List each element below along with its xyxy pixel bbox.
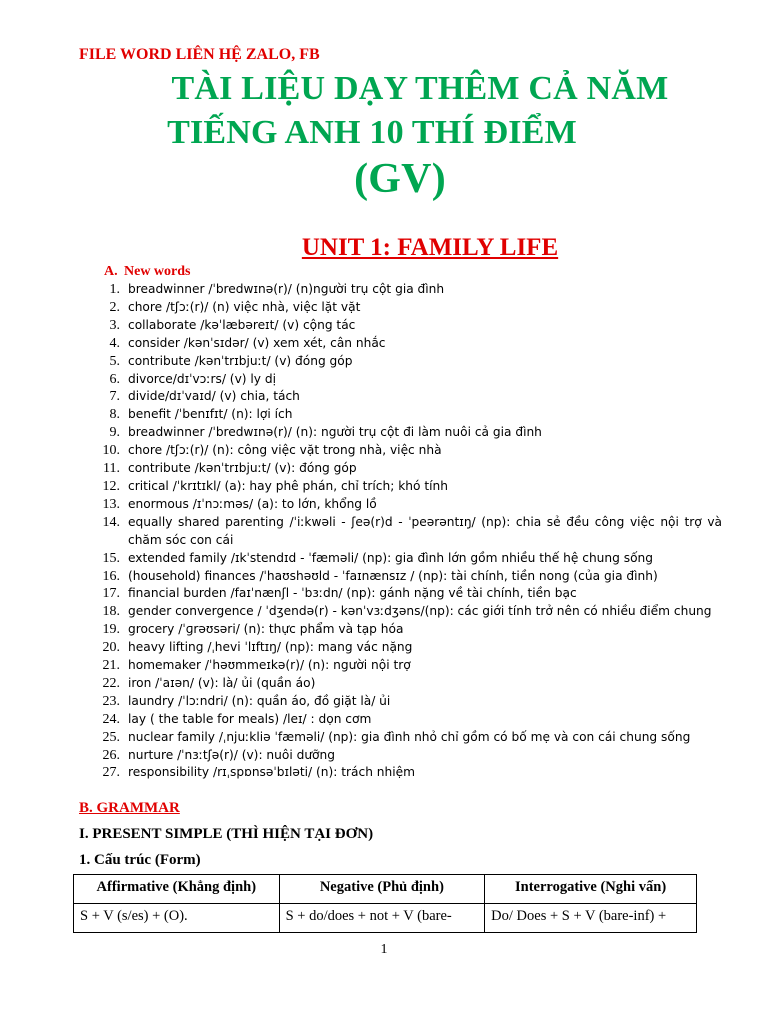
list-item-text: iron /ˈaɪən/ (v): là/ ủi (quần áo) (128, 675, 316, 690)
list-item-number: 2. (109, 299, 120, 315)
list-item-number: 15. (102, 550, 120, 566)
list-item-number: 6. (109, 371, 120, 387)
negative-cell: S + do/does + not + V (bare- (279, 904, 485, 933)
list-item (90, 353, 722, 371)
title-line-3: (GV) (354, 156, 446, 202)
list-item (90, 621, 722, 639)
title-line-2: TIẾNG ANH 10 THÍ ĐIỂM (167, 114, 577, 151)
list-item (90, 406, 722, 424)
list-item (90, 747, 722, 765)
list-item-text: breadwinner /ˈbredwɪnə(r)/ (n)người trụ cột gia đình (128, 282, 445, 296)
table-row (74, 904, 697, 933)
list-item-number: 23. (102, 693, 120, 709)
list-item (90, 657, 722, 675)
list-item-text: (household) finances /ˈhaʊshəʊld - ˈfaɪnænsɪz / (np): tài chính, tiền nong (của gia đình) (128, 568, 658, 583)
list-item (90, 603, 722, 621)
list-item-number: 10. (102, 443, 120, 459)
list-item-number: 17. (102, 586, 120, 602)
list-item-number: 18. (102, 604, 120, 620)
list-item-number: 14. (102, 514, 120, 530)
list-item-number: 21. (102, 658, 120, 674)
list-item-number: 9. (109, 425, 120, 441)
list-item-number: 3. (109, 317, 120, 333)
list-item (90, 693, 722, 711)
list-item-number: 5. (109, 353, 120, 369)
list-item (90, 442, 722, 460)
section-b-heading: B. GRAMMAR (79, 800, 180, 816)
affirmative-header: Affirmative (Khẳng định) (74, 875, 280, 904)
title-line-1: TÀI LIỆU DẠY THÊM CẢ NĂM (171, 70, 669, 107)
list-item (90, 281, 722, 299)
section-a-title: New words (124, 264, 191, 279)
list-item-text: critical /ˈkrɪtɪkl/ (a): hay phê phán, chỉ trích; khó tính (128, 478, 448, 493)
list-item (90, 585, 722, 603)
list-item-number: 27. (102, 765, 120, 781)
list-item-text: grocery /ˈɡrəʊsəri/ (n): thực phẩm và tạp hóa (128, 622, 404, 637)
contact-note: FILE WORD LIÊN HỆ ZALO, FB (79, 46, 320, 63)
unit-title: UNIT 1: FAMILY LIFE (301, 234, 559, 261)
list-item (90, 317, 722, 335)
list-item-text: homemaker /ˈhəʊmmeɪkə(r)/ (n): người nội trợ (128, 658, 411, 673)
list-item-text: benefit /ˈbenɪfɪt/ (n): lợi ích (128, 407, 293, 422)
section-a-label: A. (104, 264, 118, 279)
list-item-number: 7. (109, 389, 120, 405)
table-header-row (74, 875, 697, 904)
list-item-text: laundry /ˈlɔːndri/ (n): quần áo, đồ giặt là/ ủi (128, 693, 391, 708)
interrogative-cell: Do/ Does + S + V (bare-inf) + (485, 904, 697, 933)
list-item (90, 478, 722, 496)
list-item-number: 12. (102, 478, 120, 494)
list-item-number: 1. (109, 282, 120, 297)
affirmative-cell: S + V (s/es) + (O). (74, 904, 280, 933)
vocabulary-list (90, 281, 722, 782)
negative-header: Negative (Phủ định) (279, 875, 485, 904)
list-item-text: equally shared parenting /ˈiːkwəli - ʃeə(r)d - ˈpeərəntɪŋ/ (np): chia sẻ đều công việc nội trợ và chăm sóc con cái (128, 514, 722, 547)
list-item-text: nuclear family /ˌnjuːkliə ˈfæməli/ (np): gia đình nhỏ chỉ gồm có bố mẹ và con cái chung sống (128, 729, 691, 744)
list-item (90, 568, 722, 586)
list-item (90, 299, 722, 317)
list-item-text: collaborate /kəˈlæbəreɪt/ (v) cộng tác (128, 317, 356, 332)
list-item (90, 764, 722, 782)
list-item (90, 675, 722, 693)
list-item (90, 460, 722, 478)
list-item-number: 13. (102, 496, 120, 512)
list-item (90, 711, 722, 729)
list-item (90, 514, 722, 550)
section-a-heading (104, 264, 191, 280)
present-simple-heading: I. PRESENT SIMPLE (THÌ HIỆN TẠI ĐƠN) (79, 826, 374, 842)
list-item (90, 550, 722, 568)
list-item-text: divide/dɪˈvaɪd/ (v) chia, tách (128, 389, 300, 404)
list-item-text: contribute /kənˈtrɪbjuːt/ (v): đóng góp (128, 461, 357, 476)
list-item-text: heavy lifting /ˌhevi ˈlɪftɪŋ/ (np): mang vác nặng (128, 640, 413, 655)
list-item-number: 22. (102, 675, 120, 691)
list-item-number: 26. (102, 747, 120, 763)
list-item-text: lay ( the table for meals) /leɪ/ : dọn cơm (128, 711, 372, 726)
list-item (90, 335, 722, 353)
list-item-text: responsibility /rɪˌspɒnsəˈbɪləti/ (n): trách nhiệm (128, 765, 416, 780)
list-item-text: breadwinner /ˈbredwɪnə(r)/ (n): người trụ cột đi làm nuôi cả gia đình (128, 425, 542, 440)
list-item-number: 24. (102, 711, 120, 727)
list-item (90, 371, 722, 389)
list-item (90, 424, 722, 442)
list-item (90, 496, 722, 514)
list-item-number: 8. (109, 407, 120, 423)
list-item-text: financial burden /faɪˈnænʃl - ˈbɜːdn/ (np): gánh nặng về tài chính, tiền bạc (128, 586, 577, 601)
list-item-number: 25. (102, 729, 120, 745)
list-item-text: divorce/dɪˈvɔːrs/ (v) ly dị (128, 371, 276, 386)
list-item-text: enormous /ɪˈnɔːməs/ (a): to lớn, khổng lồ (128, 496, 377, 511)
list-item-number: 20. (102, 640, 120, 656)
form-heading: 1. Cấu trúc (Form) (79, 852, 201, 868)
list-item-number: 4. (109, 335, 120, 351)
grammar-form-table (73, 874, 697, 933)
list-item-number: 16. (102, 568, 120, 584)
page-number: 1 (380, 942, 388, 957)
list-item-text: chore /tʃɔː(r)/ (n) việc nhà, việc lặt vặt (128, 299, 361, 314)
list-item-text: gender convergence / ˈdʒendə(r) - kənˈvɜːdʒəns/(np): các giới tính trở nên có nhiều điểm chung (128, 604, 712, 619)
list-item-number: 19. (102, 622, 120, 638)
list-item (90, 639, 722, 657)
list-item-text: nurture /ˈnɜːtʃə(r)/ (v): nuôi dưỡng (128, 747, 335, 762)
list-item (90, 388, 722, 406)
list-item-text: consider /kənˈsɪdər/ (v) xem xét, cân nhắc (128, 335, 386, 350)
list-item-number: 11. (103, 461, 120, 477)
interrogative-header: Interrogative (Nghi vấn) (485, 875, 697, 904)
list-item-text: contribute /kənˈtrɪbjuːt/ (v) đóng góp (128, 353, 353, 368)
list-item-text: chore /tʃɔː(r)/ (n): công việc vặt trong nhà, việc nhà (128, 443, 442, 458)
list-item (90, 729, 722, 747)
list-item-text: extended family /ɪkˈstendɪd - ˈfæməli/ (np): gia đình lớn gồm nhiều thế hệ chung sống (128, 550, 653, 565)
